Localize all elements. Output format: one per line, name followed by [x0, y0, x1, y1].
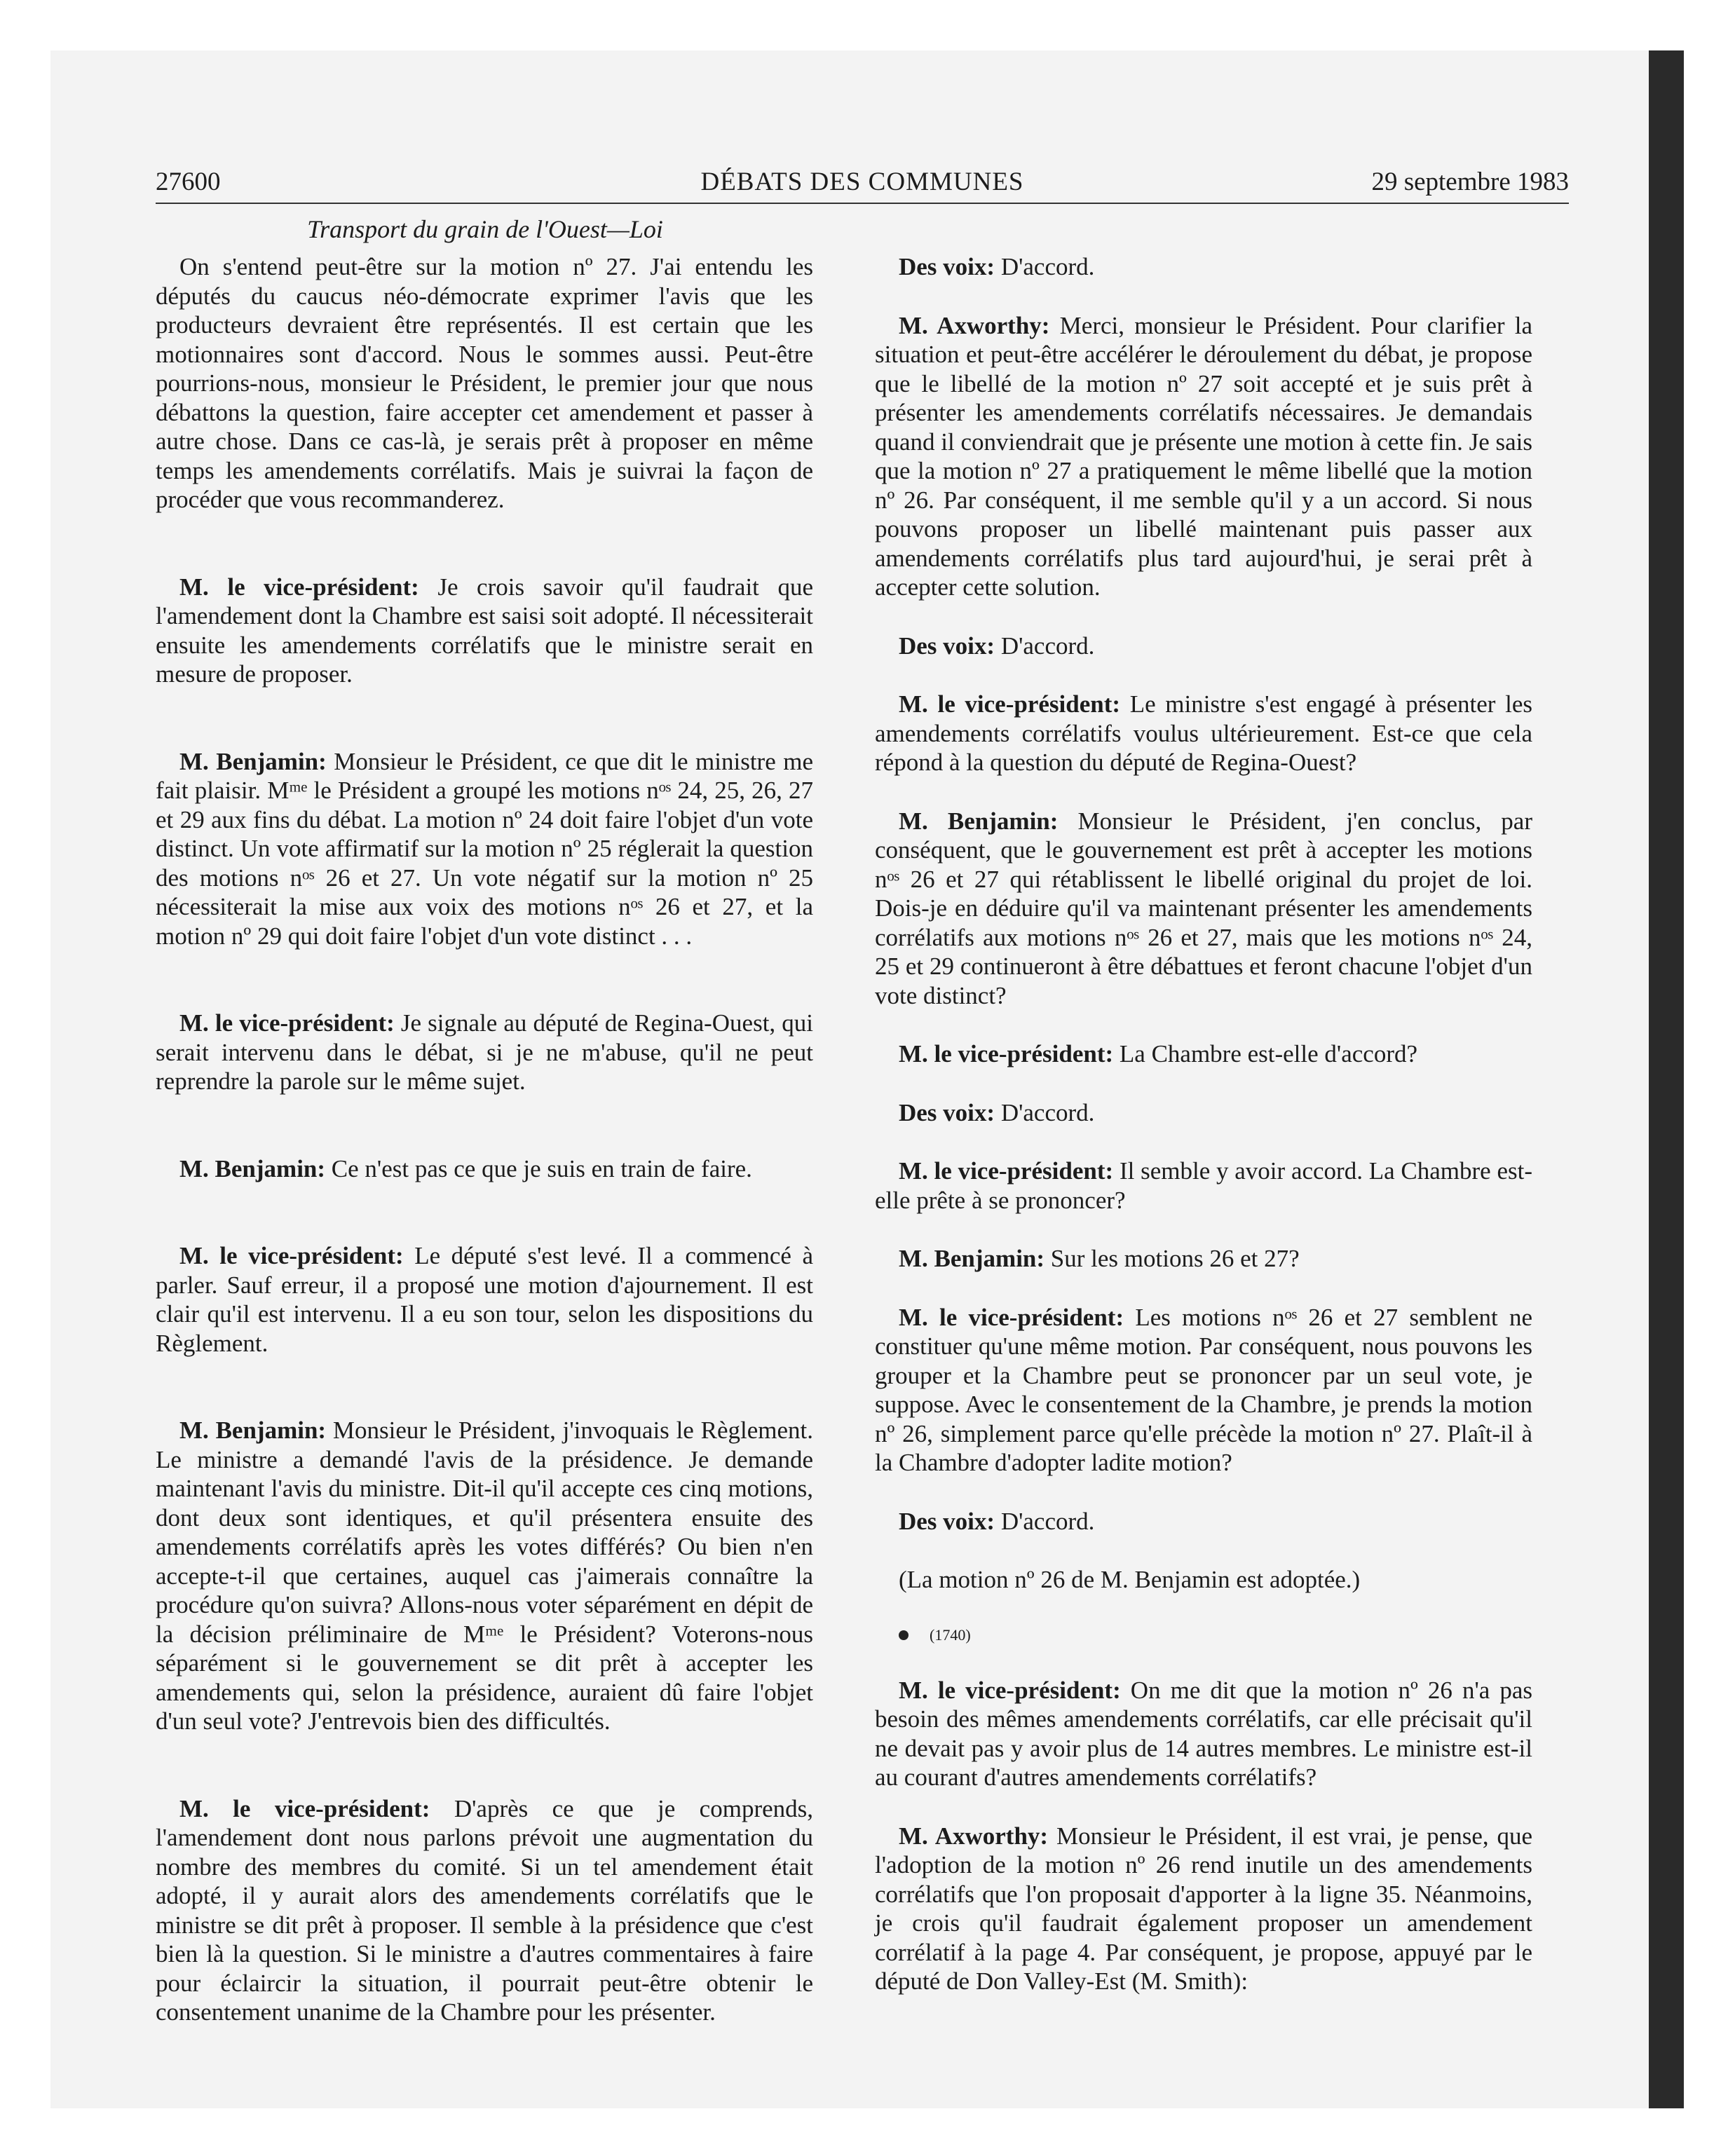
page-header [156, 167, 1569, 202]
speaker-name: M. Benjamin: [179, 747, 327, 775]
paragraph [156, 1154, 813, 1184]
paragraph [875, 1822, 1532, 1996]
bullet-icon [899, 1630, 909, 1640]
speech-text: D'accord. [995, 253, 1095, 280]
speech-text: Ce n'est pas ce que je suis en train de faire. [325, 1154, 752, 1182]
speaker-name: M. Benjamin: [899, 1245, 1045, 1272]
left-column [156, 252, 813, 2027]
speaker-name: Des voix: [899, 1098, 995, 1126]
speaker-name: M. le vice-président: [899, 1676, 1121, 1704]
paragraph [156, 1416, 813, 1736]
speech-text: Je crois savoir qu'il faudrait que l'amendement dont la Chambre est saisi soit adopté. Il nécessiterait ensuite les amendements corrélatifs que le ministre serait en mesure de proposer. [156, 573, 813, 688]
speech-text: Je signale au député de Regina-Ouest, qui serait intervenu dans le débat, si je ne m'abuse, qu'il ne peut reprendre la parole sur le même sujet. [156, 1009, 813, 1095]
paragraph [875, 632, 1532, 661]
speech-text: On me dit que la motion nº 26 n'a pas besoin des mêmes amendements corrélatifs, car elle précisait qu'il ne devait pas y avoir plus de 14 autres membres. Le ministre est-il au courant d'autres amendements corrélatifs? [875, 1676, 1533, 1791]
paragraph [875, 1676, 1532, 1792]
speech-text: (La motion nº 26 de M. Benjamin est adoptée.) [899, 1566, 1361, 1593]
paragraph [156, 252, 813, 514]
paragraph [875, 311, 1532, 602]
paragraph [875, 1507, 1532, 1536]
speaker-name: M. le vice-président: [899, 690, 1121, 718]
paragraph [156, 1009, 813, 1096]
paragraph [156, 1241, 813, 1358]
paragraph [875, 690, 1532, 777]
speaker-name: M. le vice-président: [179, 1009, 395, 1037]
paragraph [875, 1039, 1532, 1069]
speaker-name: M. Benjamin: [179, 1154, 326, 1182]
speech-text: La Chambre est-elle d'accord? [1113, 1040, 1418, 1067]
speech-text: Merci, monsieur le Président. Pour clarifier la situation et peut-être accélérer le déroulement du débat, je propose que le libellé de la motion nº 27 soit accepté et je suis prêt à présenter les amendements corrélatifs nécessaires. Je demandais quand il conviendrait que je présente une motion à cette fin. Je sais que la motion nº 27 a pratiquement le même libellé que la motion nº 26. Par conséquent, il me semble qu'il y a un accord. Si nous pouvons proposer un libellé maintenant puis passer aux amendements corrélatifs plus tard aujourd'hui, je serai prêt à accepter cette solution. [875, 311, 1533, 601]
scan-edge-shadow [1649, 50, 1684, 2108]
speaker-name: M. Benjamin: [899, 807, 1059, 835]
paragraph [875, 1303, 1532, 1478]
running-title: Transport du grain de l'Ouest—Loi [307, 215, 663, 243]
speech-text: D'après ce que je comprends, l'amendement dont nous parlons prévoit une augmentation du nombre des membres du comité. Si un tel amendement était adopté, il y aurait alors des amendements corrélatifs que le ministre se dit prêt à proposer. Il semble à la présidence que c'est bien là la question. Si le ministre a d'autres commentaires à faire pour éclaircir la situation, il pourrait peut-être obtenir le consentement unanime de la Chambre pour les présenter. [156, 1794, 813, 2026]
paragraph [875, 1565, 1532, 1595]
speaker-name: M. le vice-président: [899, 1040, 1114, 1067]
header-rule [156, 203, 1569, 204]
publication-title: DÉBATS DES COMMUNES [700, 168, 1024, 196]
speech-text: Monsieur le Président, j'en conclus, par conséquent, que le gouvernement est prêt à accepter les motions nᵒˢ 26 et 27 qui rétablissent le libellé original du projet de loi. Dois-je en déduire qu'il va maintenant présenter les amendements corrélatifs aux motions nᵒˢ 26 et 27, mais que les motions nᵒˢ 24, 25 et 29 continueront à être débattues et feront chacune l'objet d'un vote distinct? [875, 807, 1533, 1009]
speech-text: Monsieur le Président, j'invoquais le Règlement. Le ministre a demandé l'avis de la présidence. Je demande maintenant l'avis du ministre. Dit-il qu'il accepte ces cinq motions, dont deux sont identiques, et qu'il présentera ensuite des amendements corrélatifs après les votes différés? Ou bien n'en accepte-t-il que certaines, auquel cas j'aimerais connaître la procédure qu'on suivra? Allons-nous voter séparément en dépit de la décision préliminaire de Mᵐᵉ le Président? Voterons-nous séparément si le gouvernement se dit prêt à accepter les amendements qui, selon la présidence, auraient dû faire l'objet d'un seul vote? J'entrevois bien des difficultés. [156, 1417, 813, 1735]
paragraph [875, 1244, 1532, 1274]
page-number: 27600 [156, 168, 221, 196]
speech-text: Le ministre s'est engagé à présenter les amendements corrélatifs voulus ultérieurement. Est-ce que cela répond à la question du député de Regina-Ouest? [875, 690, 1532, 776]
paragraph [875, 252, 1532, 282]
right-column [875, 252, 1532, 2026]
speaker-name: Des voix: [899, 253, 995, 280]
paragraph [875, 1157, 1532, 1215]
speech-text: On s'entend peut-être sur la motion nº 27. J'ai entendu les députés du caucus néo-démocrate exprimer l'avis que les producteurs devraient être représentés. Il est certain que les motionnaires sont d'accord. Nous le sommes aussi. Peut-être pourrions-nous, monsieur le Président, le premier jour que nous débattons la question, faire accepter cet amendement et passer à autre chose. Dans ce cas-là, je serais prêt à proposer en même temps les amendements corrélatifs. Mais je suivrai la façon de procéder que vous recommanderez. [156, 253, 813, 513]
header-date: 29 septembre 1983 [1371, 168, 1569, 196]
time-marker [899, 1624, 1532, 1646]
speech-text: Monsieur le Président, il est vrai, je pense, que l'adoption de la motion nº 26 rend inutile un des amendements corrélatifs que l'on proposait d'apporter à la ligne 35. Néanmoins, je crois qu'il faudrait également proposer un amendement corrélatif à la page 4. Par conséquent, je propose, appuyé par le député de Don Valley-Est (M. Smith): [875, 1822, 1533, 1995]
speaker-name: M. le vice-président: [179, 1242, 404, 1269]
speech-text: D'accord. [995, 632, 1095, 660]
speaker-name: M. le vice-président: [899, 1303, 1124, 1331]
speech-text: D'accord. [995, 1507, 1095, 1535]
paragraph [156, 573, 813, 689]
speech-text: Monsieur le Président, ce que dit le ministre me fait plaisir. Mᵐᵉ le Président a groupé les motions nᵒˢ 24, 25, 26, 27 et 29 aux fins du débat. La motion nº 24 doit faire l'objet d'un vote distinct. Un vote affirmatif sur la motion nº 25 réglerait la question des motions nᵒˢ 26 et 27. Un vote négatif sur la motion nº 25 nécessiterait la mise aux voix des motions nᵒˢ 26 et 27, et la motion nº 29 qui doit faire l'objet d'un vote distinct . . . [156, 747, 813, 950]
speech-text: Sur les motions 26 et 27? [1045, 1245, 1300, 1272]
speaker-name: Des voix: [899, 1507, 995, 1535]
speech-text: D'accord. [995, 1098, 1095, 1126]
speaker-name: M. Axworthy: [899, 311, 1050, 339]
paragraph [875, 1098, 1532, 1128]
paragraph [875, 807, 1532, 1011]
speaker-name: Des voix: [899, 632, 995, 660]
speaker-name: M. Axworthy: [899, 1822, 1049, 1850]
speaker-name: M. le vice-président: [899, 1157, 1114, 1185]
paragraph [156, 1794, 813, 2027]
time-marker-text: (1740) [930, 1625, 971, 1644]
speech-text: Il semble y avoir accord. La Chambre est-elle prête à se prononcer? [875, 1157, 1532, 1214]
speech-text: Les motions nᵒˢ 26 et 27 semblent ne constituer qu'une même motion. Par conséquent, nous pouvons les grouper et la Chambre peut se prononcer par un seul vote, je suppose. Avec le consentement de la Chambre, je prends la motion nº 26, simplement parce qu'elle précède la motion nº 27. Plaît-il à la Chambre d'adopter ladite motion? [875, 1303, 1532, 1476]
speaker-name: M. le vice-président: [179, 573, 419, 601]
speech-text: Le député s'est levé. Il a commencé à parler. Sauf erreur, il a proposé une motion d'ajournement. Il est clair qu'il est intervenu. Il a eu son tour, selon les dispositions du Règlement. [156, 1242, 813, 1357]
speaker-name: M. Benjamin: [179, 1417, 327, 1444]
paragraph [156, 747, 813, 951]
speaker-name: M. le vice-président: [179, 1794, 430, 1822]
